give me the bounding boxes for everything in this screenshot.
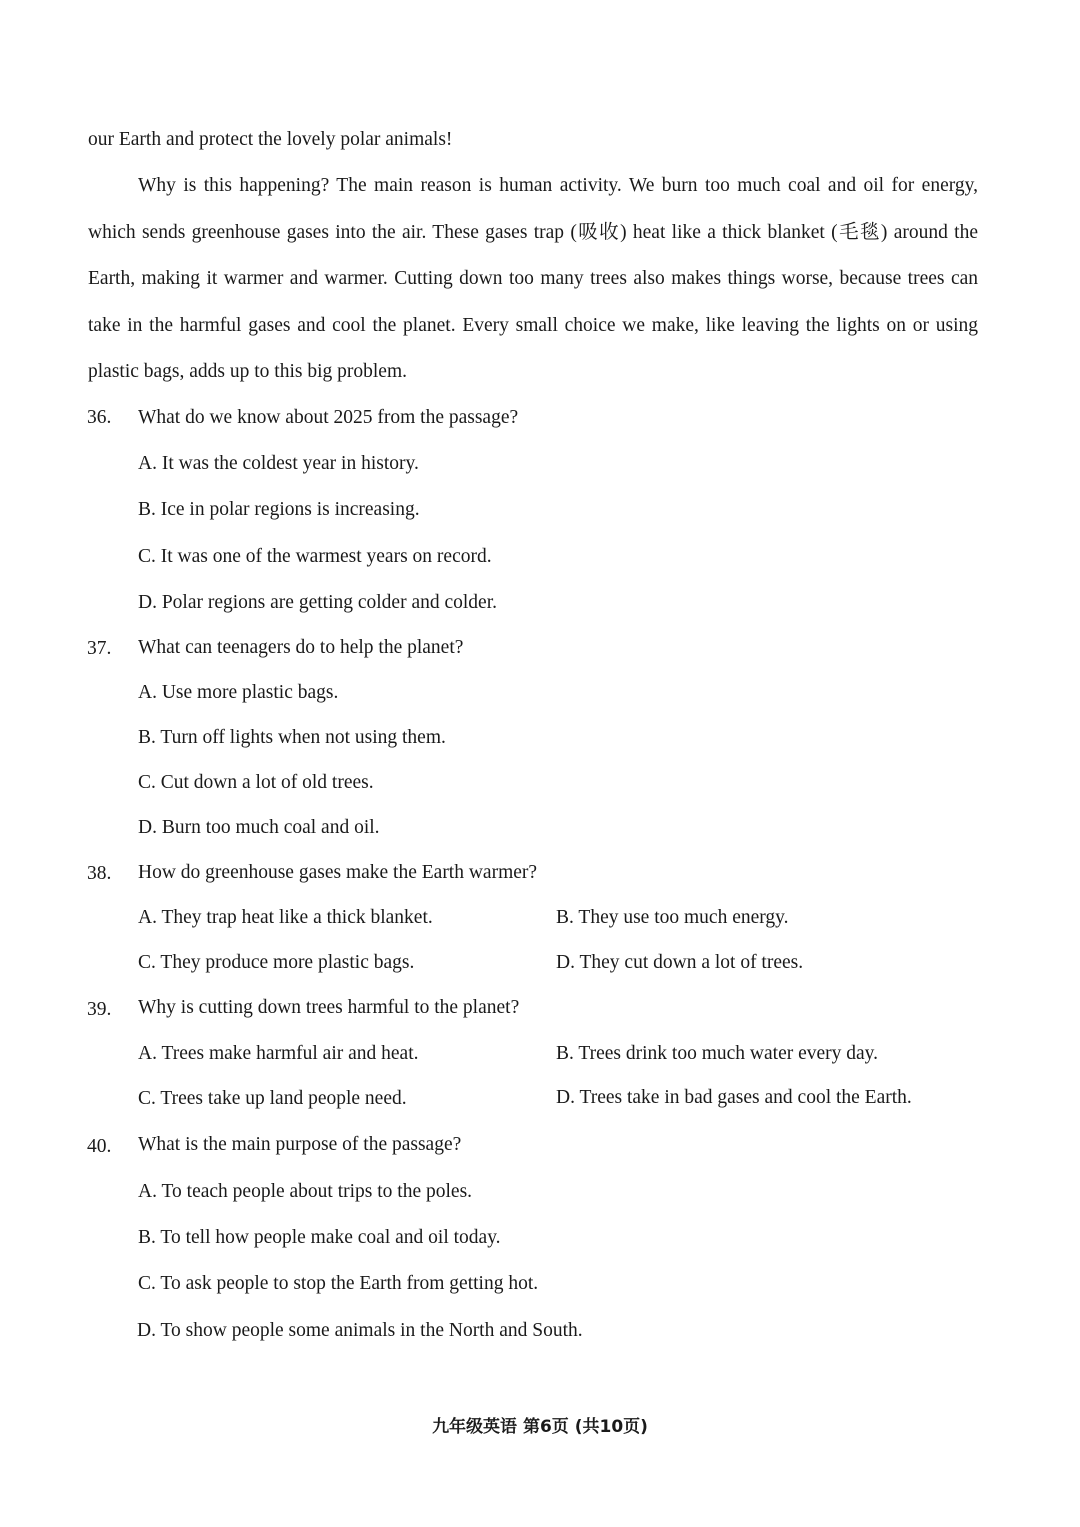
question-text: Why is cutting down trees harmful to the planet? — [138, 997, 520, 1018]
option-d: D. Polar regions are getting colder and colder. — [138, 592, 498, 613]
question-number: 38. — [87, 863, 112, 884]
option-a: A. Use more plastic bags. — [138, 682, 339, 703]
option-a: A. It was the coldest year in history. — [138, 453, 419, 474]
option-c: C. They produce more plastic bags. — [138, 952, 415, 973]
option-c: C. It was one of the warmest years on record. — [138, 546, 492, 567]
option-b: B. To tell how people make coal and oil today. — [138, 1227, 501, 1248]
question-number: 40. — [87, 1136, 112, 1157]
option-d: D. To show people some animals in the North and South. — [137, 1320, 583, 1341]
option-a: A. To teach people about trips to the poles. — [138, 1181, 473, 1202]
option-b: B. Turn off lights when not using them. — [138, 727, 446, 748]
option-c: C. Cut down a lot of old trees. — [138, 772, 374, 793]
question-text: What is the main purpose of the passage? — [138, 1134, 462, 1155]
page-footer: 九年级英语 第6页 (共10页) — [432, 1417, 648, 1437]
question-number: 36. — [87, 407, 112, 428]
option-b: B. Ice in polar regions is increasing. — [138, 499, 420, 520]
question-text: What can teenagers do to help the planet? — [138, 637, 464, 658]
option-b: B. They use too much energy. — [556, 907, 789, 928]
option-a: A. They trap heat like a thick blanket. — [138, 907, 433, 928]
option-c: C. Trees take up land people need. — [138, 1088, 407, 1109]
question-number: 37. — [87, 638, 112, 659]
option-a: A. Trees make harmful air and heat. — [138, 1043, 419, 1064]
question-text: What do we know about 2025 from the passage? — [138, 407, 519, 428]
passage-paragraph: Why is this happening? The main reason is human activity. We burn too much coal and oil for energy, which sends greenhouse gases into the air. These gases trap (吸收) heat like a thick blanket (毛毯) around the Earth, making it warmer and warmer. Cutting down too many trees also makes things worse, because trees can take in the harmful gases and cool the planet. Every small choice we make, like leaving the lights on or using plastic bags, adds up to this big problem. — [88, 175, 978, 382]
option-d: D. Burn too much coal and oil. — [138, 817, 380, 838]
passage-first-line: our Earth and protect the lovely polar animals! — [88, 129, 453, 150]
option-d: D. Trees take in bad gases and cool the Earth. — [556, 1087, 912, 1108]
question-text: How do greenhouse gases make the Earth warmer? — [138, 862, 538, 883]
option-d: D. They cut down a lot of trees. — [556, 952, 804, 973]
option-c: C. To ask people to stop the Earth from getting hot. — [138, 1273, 539, 1294]
option-b: B. Trees drink too much water every day. — [556, 1043, 879, 1064]
question-number: 39. — [87, 999, 112, 1020]
